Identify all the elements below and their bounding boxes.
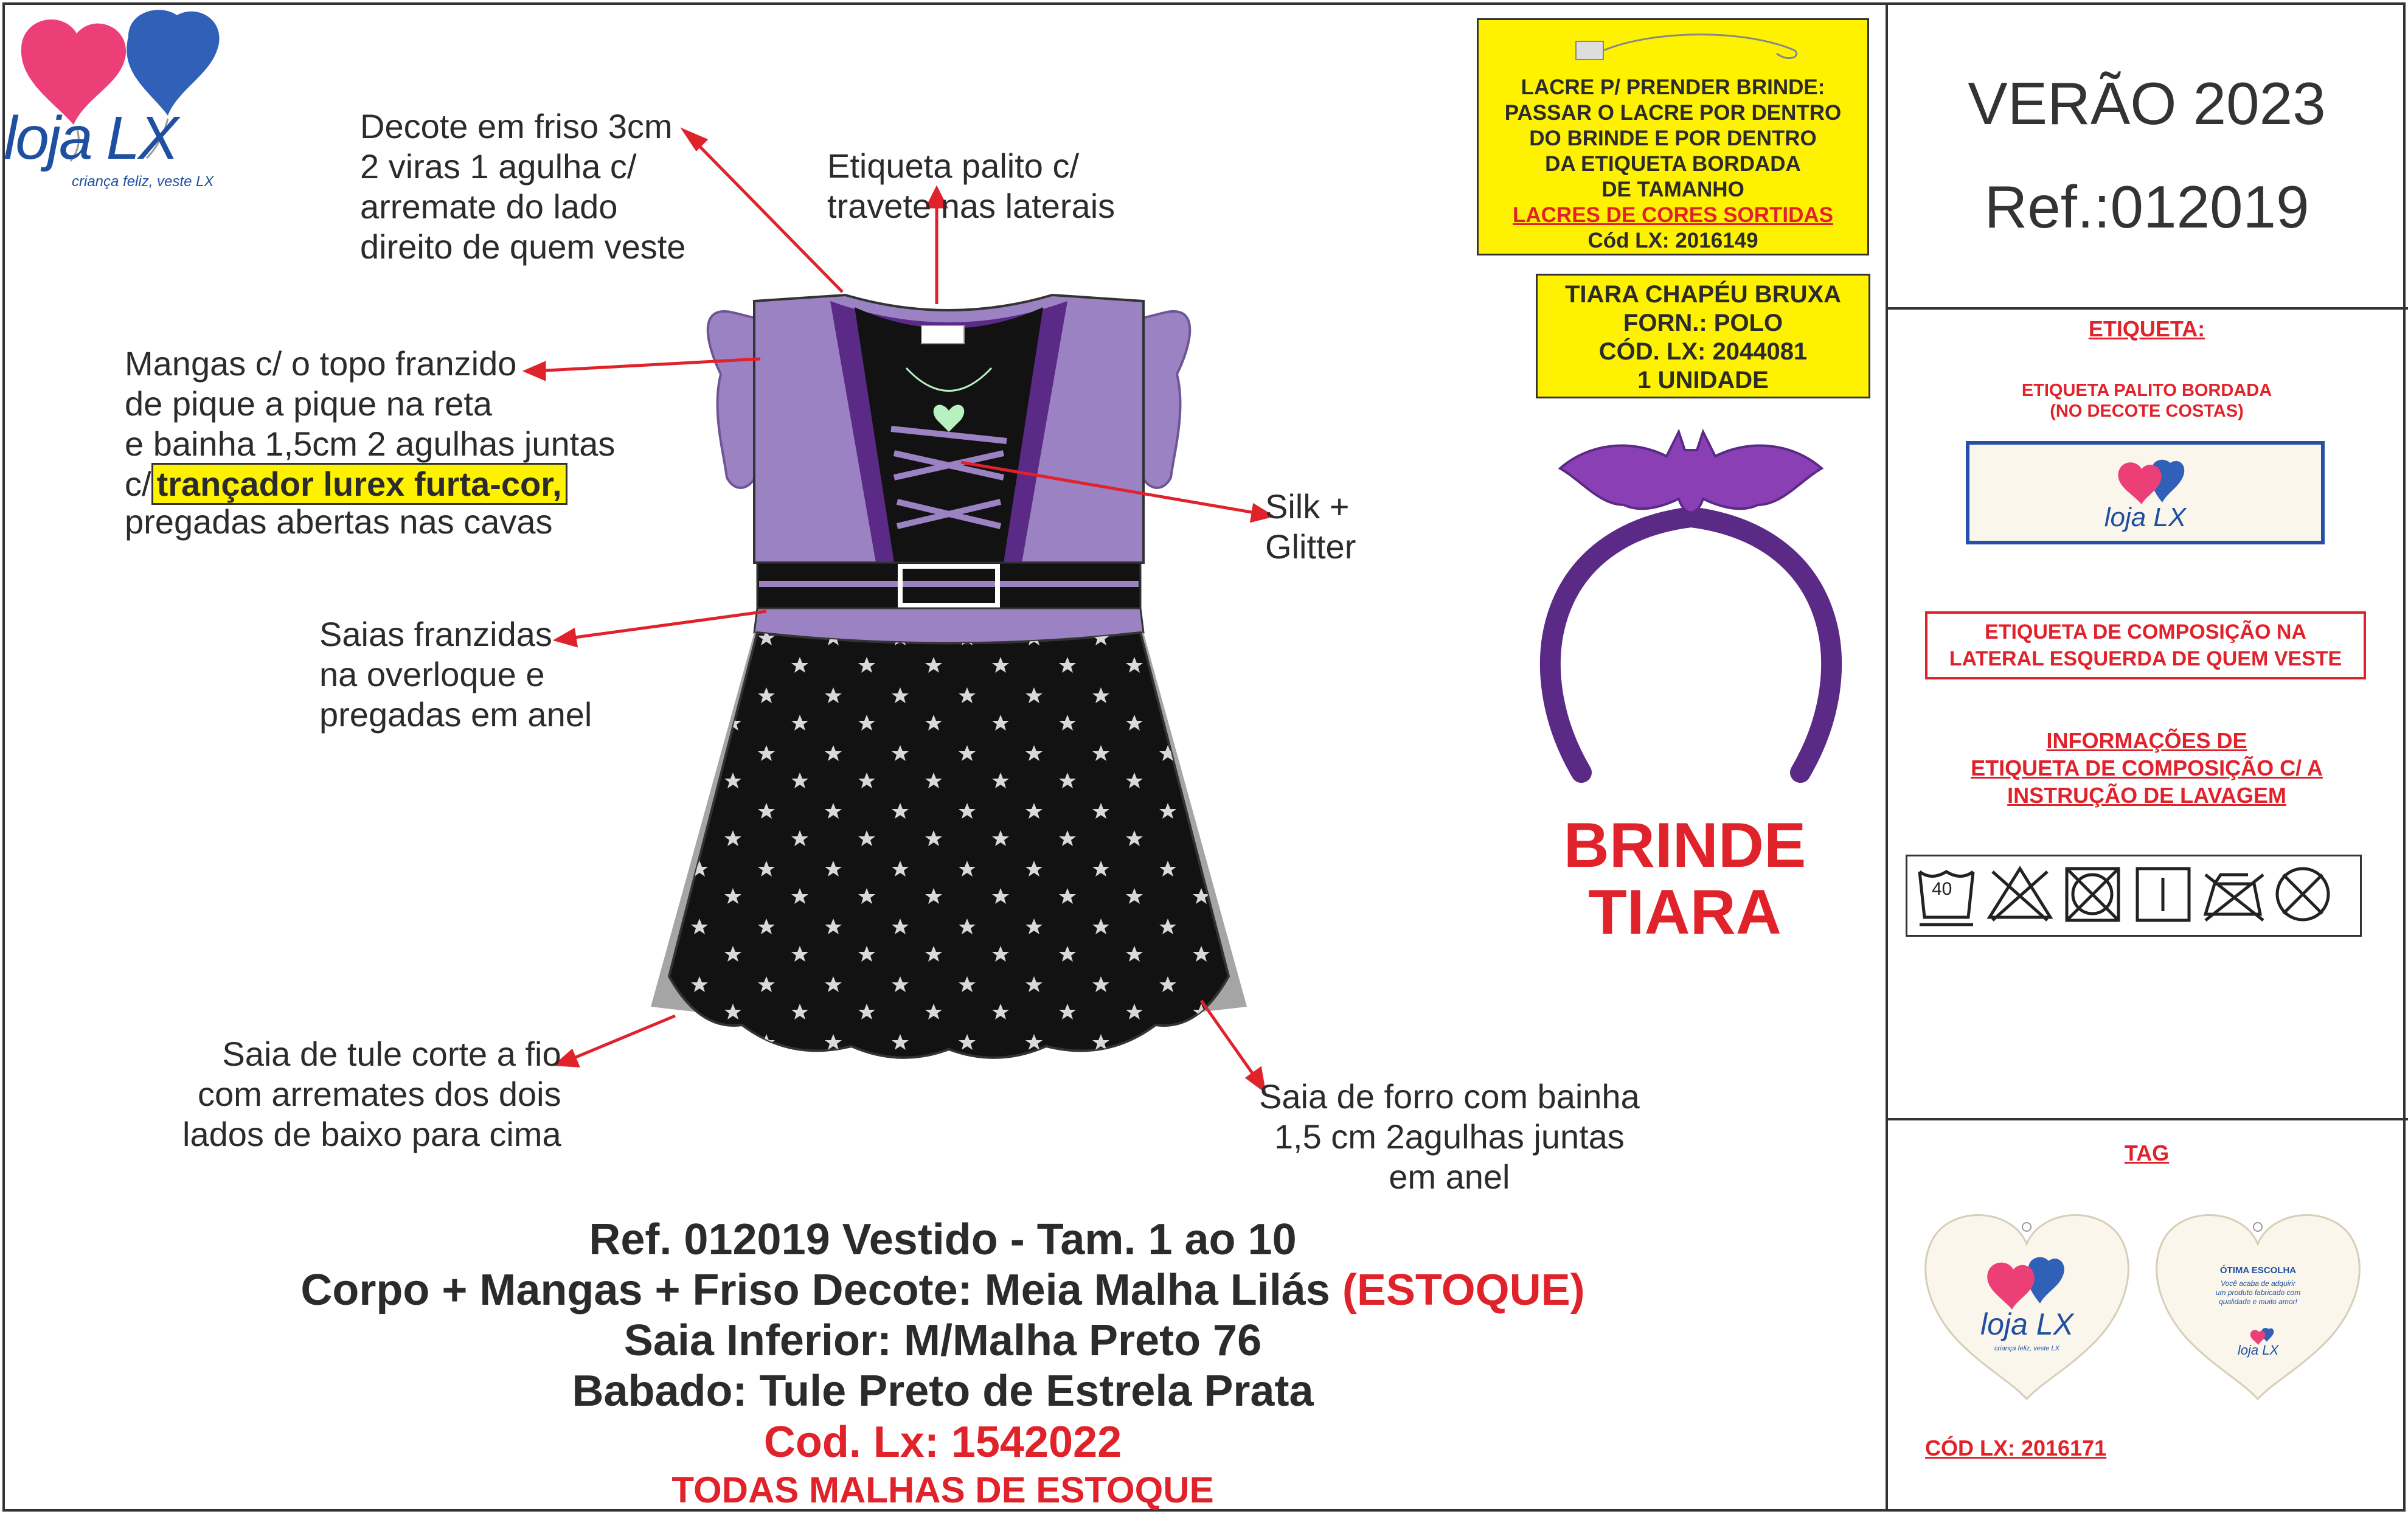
headband — [1550, 517, 1831, 773]
spec-line6: TODAS MALHAS DE ESTOQUE — [671, 1470, 1214, 1510]
tag-back-text: Você acaba de adquirir um produto fabricado com qualidade e muito amor! — [2215, 1279, 2301, 1306]
note-mangas-line4 — [125, 464, 567, 504]
tiara-line1: TIARA CHAPÉU BRUXA — [1564, 281, 1842, 308]
tag-front-tagline: criança feliz, veste LX — [1994, 1345, 2059, 1352]
lacre-line7: Cód LX: 2016149 — [1587, 229, 1758, 252]
note-silk: Silk + Glitter — [1265, 487, 1356, 566]
divider-tag — [1886, 1118, 2408, 1120]
lacre-line4: DA ETIQUETA BORDADA — [1545, 152, 1801, 176]
header-block — [1888, 52, 2406, 259]
tag-back — [2153, 1207, 2363, 1402]
bat-icon — [1560, 432, 1822, 513]
lacre-icon — [1564, 26, 1819, 75]
wash-temp: 40 — [1932, 879, 1952, 899]
tag-title: TAG — [2124, 1141, 2170, 1165]
tag-code: CÓD LX: 2016171 — [1925, 1436, 2107, 1460]
spec-line3: Saia Inferior: M/Malha Preto 76 — [623, 1316, 1262, 1365]
tiara-illustration — [1539, 426, 1843, 803]
tiara-box — [1536, 274, 1870, 398]
note-decote: Decote em friso 3cm 2 viras 1 agulha c/ arremate do lado direito de quem veste — [360, 107, 686, 266]
note-mangas-line5: pregadas abertas nas cavas — [125, 502, 553, 541]
note-forro: Saia de forro com bainha 1,5 cm 2agulhas juntas em anel — [1259, 1077, 1640, 1196]
note-mangas-highlight: trançador lurex furta-cor, — [151, 463, 567, 505]
spec-line2-red: (ESTOQUE) — [1342, 1266, 1585, 1314]
lacre-line3: DO BRINDE E POR DENTRO — [1529, 127, 1817, 150]
brinde-line2: TIARA — [1588, 877, 1782, 948]
woven-label — [1966, 441, 2325, 544]
no-iron-icon — [2205, 875, 2263, 920]
tag-back-title: ÓTIMA ESCOLHA — [2219, 1265, 2297, 1276]
heart-tag-icon — [1922, 1207, 2132, 1402]
woven-label-text: loja LX — [2104, 502, 2187, 532]
spec-line1: Ref. 012019 Vestido - Tam. 1 ao 10 — [589, 1215, 1297, 1264]
note-tule: Saia de tule corte a fio com arremates dos dois lados de baixo para cima — [182, 1035, 561, 1153]
etiqueta-desc — [1888, 380, 2406, 422]
info-line2: ETIQUETA DE COMPOSIÇÃO C/ A — [1971, 755, 2323, 780]
etiqueta-desc-line2: (NO DECOTE COSTAS) — [2050, 401, 2244, 421]
heart-logo-icon — [2112, 457, 2185, 505]
lacre-box — [1477, 18, 1869, 255]
note-etiqueta: Etiqueta palito c/ travete nas laterais — [827, 147, 1116, 225]
lacre-line5: DE TAMANHO — [1601, 178, 1744, 201]
lacre-line6: LACRES DE CORES SORTIDAS — [1513, 203, 1833, 227]
logo-text: loja LX — [4, 104, 177, 172]
no-bleach-icon — [1990, 869, 2050, 920]
composicao-box — [1925, 611, 2366, 679]
tiara-line2: FORN.: POLO — [1623, 310, 1783, 336]
brinde-title — [1484, 812, 1886, 946]
etiqueta-title: ETIQUETA: — [2088, 316, 2205, 341]
spec-line4: Babado: Tule Preto de Estrela Prata — [572, 1367, 1314, 1415]
info-line1: INFORMAÇÕES DE — [2046, 728, 2247, 753]
note-mangas: Mangas c/ o topo franzido de pique a pique na reta e bainha 1,5cm 2 agulhas juntas — [125, 344, 616, 463]
tiara-line4: 1 UNIDADE — [1637, 367, 1769, 394]
reference-number: Ref.:012019 — [1984, 173, 2309, 240]
tag-back-logo: loja LX — [2237, 1342, 2279, 1358]
tiara-line3: CÓD. LX: 2044081 — [1598, 338, 1808, 365]
line-dry-icon — [2137, 869, 2189, 920]
composicao-line2: LATERAL ESQUERDA DE QUEM VESTE — [1949, 647, 2342, 670]
care-symbols — [1906, 855, 2362, 937]
info-line3: INSTRUÇÃO DE LAVAGEM — [2007, 783, 2286, 808]
brinde-line1: BRINDE — [1563, 810, 1806, 881]
info-block — [1888, 727, 2406, 809]
note-mangas-prefix: c/ — [125, 465, 151, 503]
no-tumble-dry-icon — [2067, 869, 2118, 920]
logo-tagline: criança feliz, veste LX — [72, 173, 214, 190]
lacre-line1: LACRE P/ PRENDER BRINDE: — [1521, 75, 1825, 99]
composicao-line1: ETIQUETA DE COMPOSIÇÃO NA — [1985, 620, 2306, 644]
note-saias: Saias franzidas na overloque e pregadas em anel — [319, 615, 592, 734]
etiqueta-desc-line1: ETIQUETA PALITO BORDADA — [2021, 381, 2272, 400]
tag-front — [1922, 1207, 2132, 1402]
spec-line2-text: Corpo + Mangas + Friso Decote: Meia Malha Lilás — [300, 1266, 1330, 1314]
divider-header — [1886, 307, 2408, 310]
season-title: VERÃO 2023 — [1968, 70, 2326, 137]
tag-front-logo: loja LX — [1980, 1307, 2073, 1341]
spec-line5: Cod. Lx: 1542022 — [763, 1418, 1122, 1467]
spec-line2 — [0, 1265, 1886, 1315]
lacre-line2: PASSAR O LACRE POR DENTRO — [1504, 101, 1842, 125]
no-dry-clean-icon — [2277, 869, 2328, 920]
